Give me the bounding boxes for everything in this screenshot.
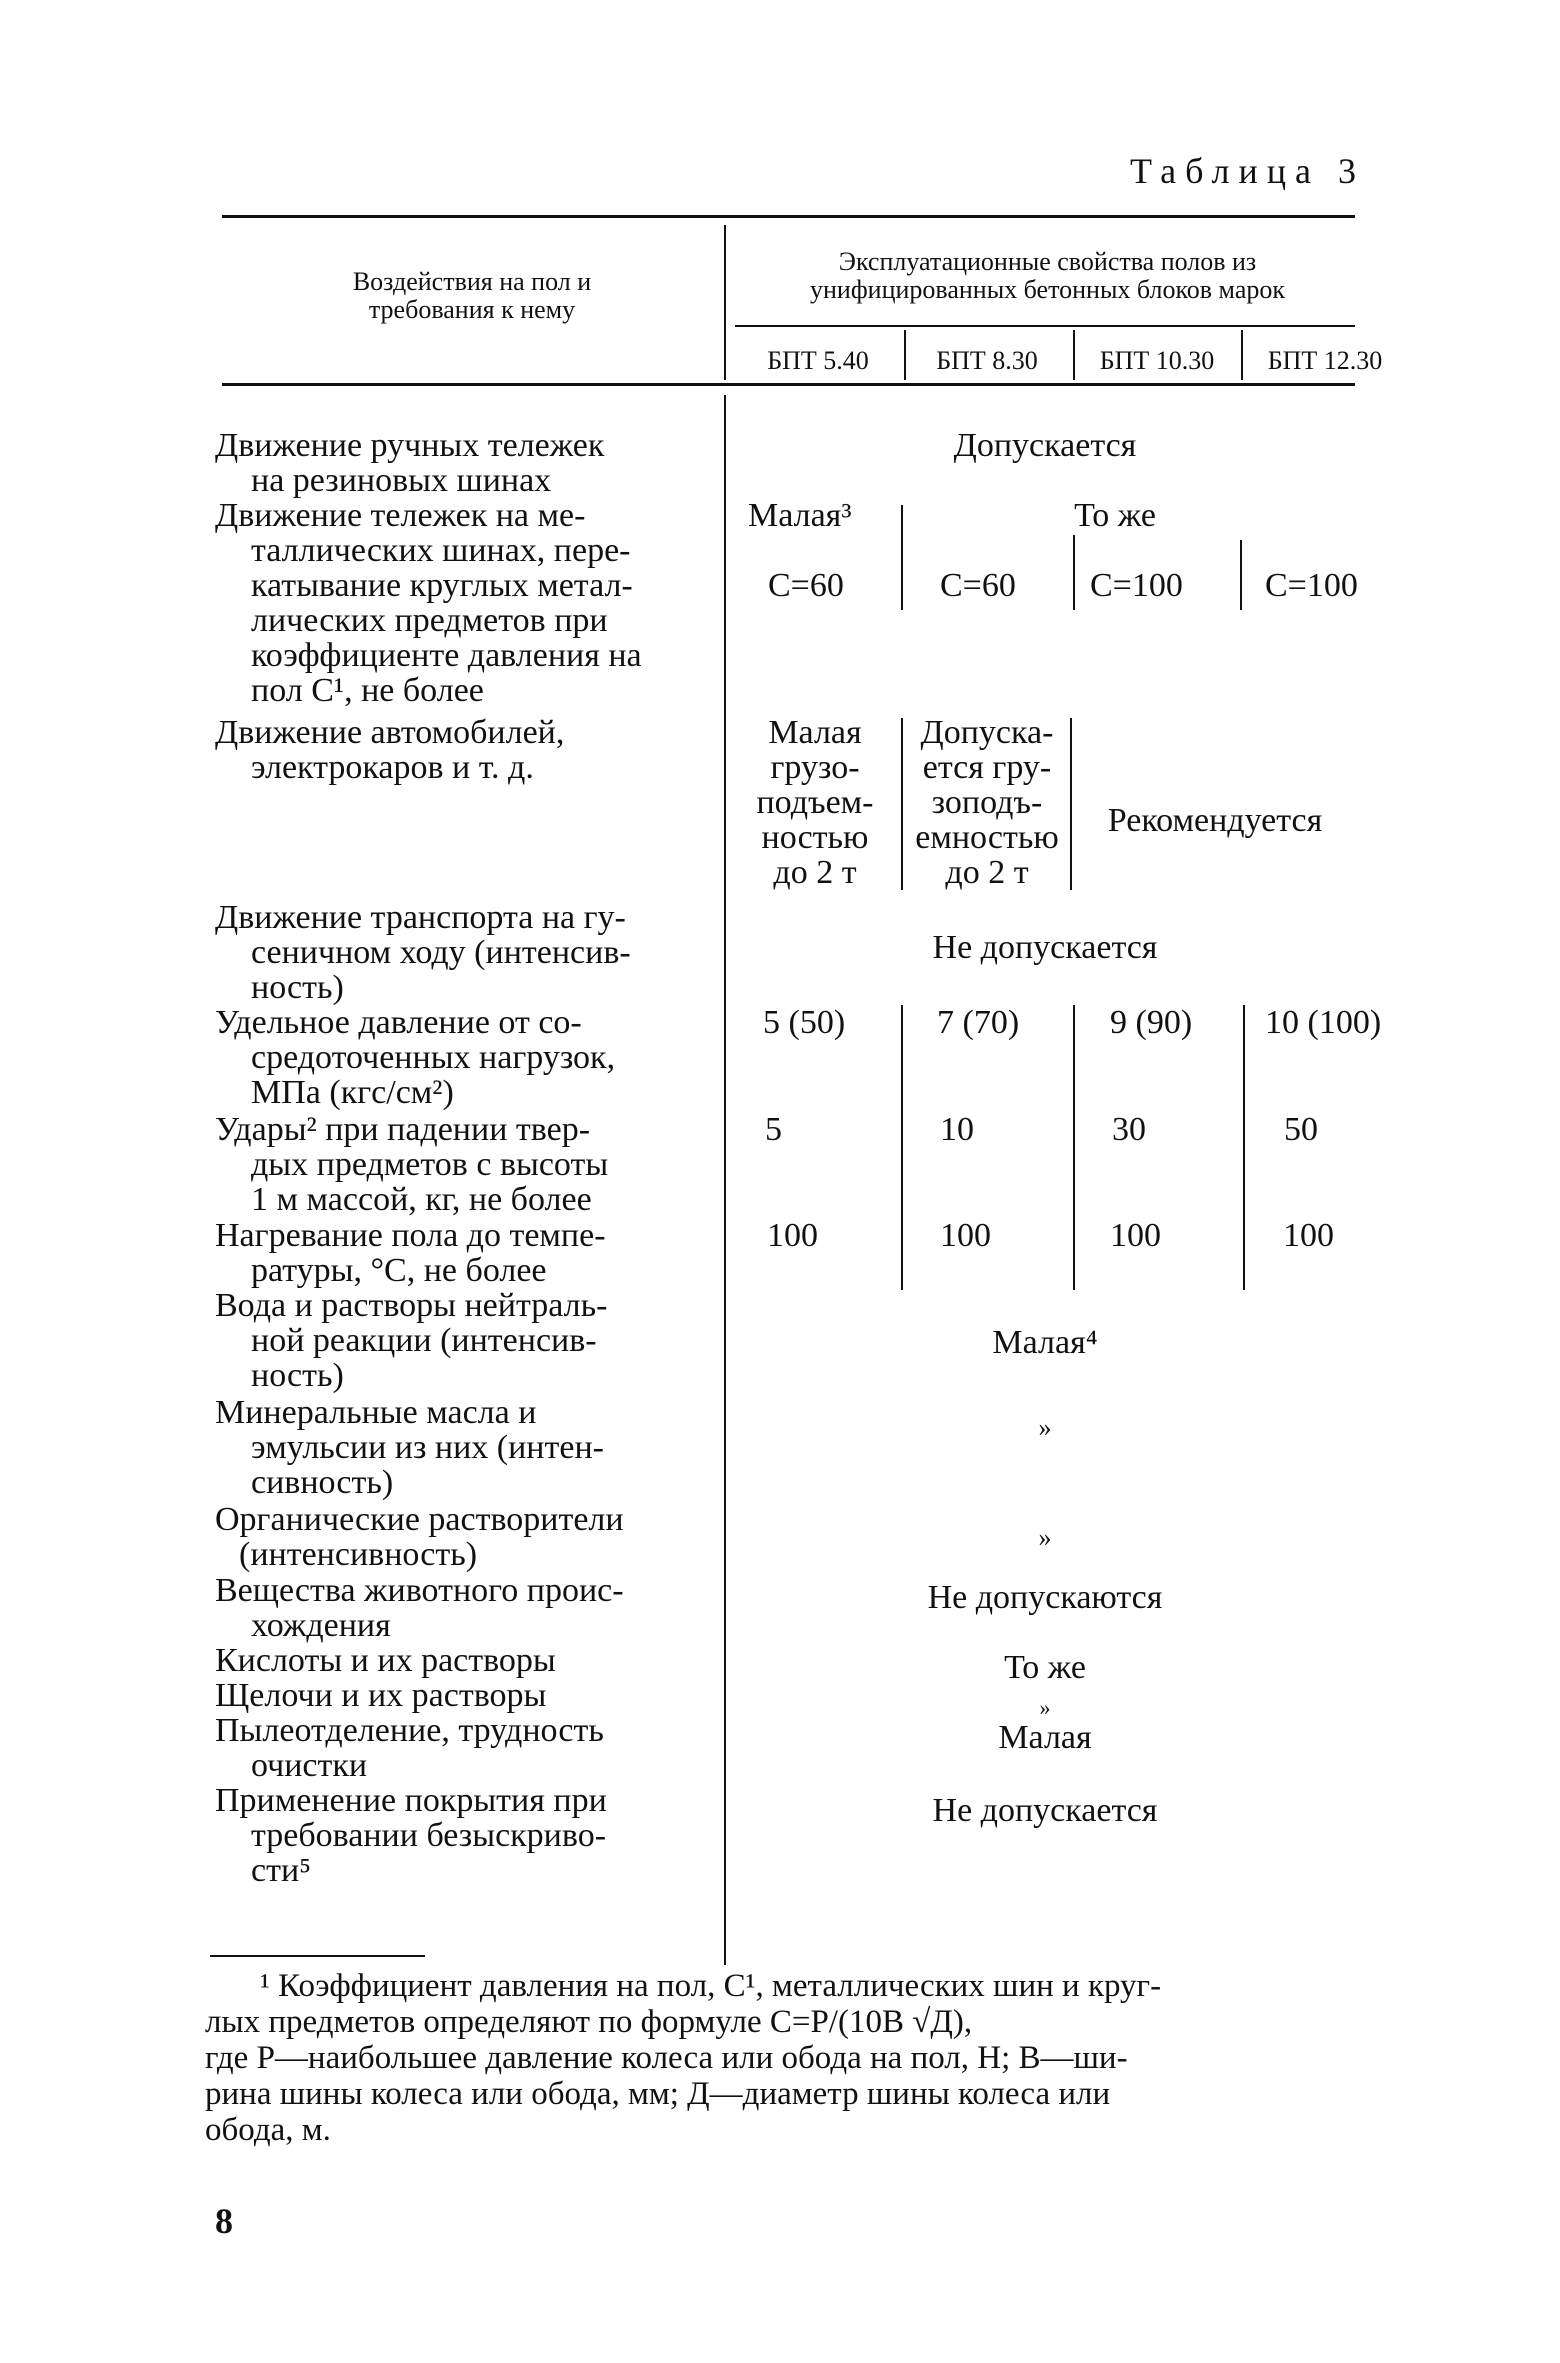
row-line: Нагревание пола до темпе- [215, 1217, 606, 1254]
cell-separator [1240, 540, 1242, 610]
cell-line: ется гру- [922, 749, 1052, 786]
cell: C=100 [1265, 567, 1358, 604]
cell: То же [1074, 497, 1156, 534]
cell-line: ностью [761, 819, 869, 856]
header-right-line: Эксплуатационные свойства полов из [838, 247, 1257, 276]
cell-line: подъем- [756, 784, 874, 821]
header-left-column [222, 268, 722, 324]
cell-line: емностью [915, 819, 1059, 856]
cell: 100 [1283, 1217, 1334, 1254]
row-line: сивность) [251, 1464, 394, 1501]
row-label-1 [215, 498, 642, 708]
header-bottom-rule [222, 383, 1355, 386]
cell: 9 (90) [1110, 1004, 1193, 1041]
header-left-line: требования к нему [368, 295, 576, 324]
row-label-6 [215, 1218, 606, 1288]
header-right-line: унифицированных бетонных блоков марок [809, 275, 1286, 304]
cell-merged: То же [1004, 1649, 1086, 1686]
row-label-2 [215, 715, 564, 785]
row-line: на резиновых шинах [251, 462, 552, 499]
grade-separator [904, 330, 906, 380]
cell-separator [1073, 535, 1075, 610]
grade-top-rule [735, 325, 1355, 327]
row-label-9 [215, 1502, 624, 1572]
row-line: эмульсии из них (интен- [251, 1429, 604, 1466]
cell-merged: Малая [998, 1719, 1092, 1756]
cell-merged: Рекомендуется [1107, 802, 1323, 839]
row-line: очистки [251, 1747, 368, 1784]
cell: C=60 [940, 567, 1016, 604]
row-line: коэффициенте давления на [251, 637, 642, 674]
table-caption: Таблица 3 [1130, 151, 1365, 191]
cell-separator [901, 718, 903, 890]
grade-label: БПТ 5.40 [767, 346, 869, 375]
header-right-column [735, 248, 1360, 304]
row-line: Удары² при падении твер- [215, 1111, 591, 1148]
row-line: Кислоты и их растворы [215, 1642, 556, 1679]
row-label-14 [215, 1783, 607, 1888]
row-line: Вода и растворы нейтраль- [215, 1287, 608, 1324]
row-line: Вещества животного проис- [215, 1572, 624, 1609]
row-label-5 [215, 1112, 608, 1217]
row-line: Движение автомобилей, [215, 714, 565, 751]
footnote-rule [210, 1955, 425, 1957]
row-line: катывание круглых метал- [251, 567, 633, 604]
cell-merged: » [1038, 1413, 1052, 1442]
cell-line: до 2 т [773, 854, 857, 891]
row-line: Органические растворители [215, 1501, 624, 1538]
row-label-3 [215, 900, 631, 1005]
body-col-separator [724, 395, 726, 1965]
row-line: требовании безыскриво- [251, 1817, 607, 1854]
grade-label: БПТ 10.30 [1099, 346, 1215, 375]
row-line: ность) [251, 969, 344, 1006]
cell-separator [1243, 1005, 1245, 1290]
footnote-line: где P—наибольшее давление колеса или обода на пол, Н; B—ши- [205, 2040, 1128, 2076]
footnote-line: ¹ Коэффициент давления на пол, C¹, металлических шин и круг- [260, 1968, 1162, 2004]
row-label-8 [215, 1395, 604, 1500]
row-line: пол C¹, не более [251, 672, 484, 709]
row-line: Пылеотделение, трудность [215, 1712, 604, 1749]
row-line: хождения [251, 1607, 391, 1644]
page-number: 8 [215, 2201, 233, 2241]
cell-merged: » [1039, 1695, 1051, 1720]
cell: 100 [767, 1217, 818, 1254]
row-line: 1 м массой, кг, не более [251, 1181, 592, 1218]
footnote-line: рина шины колеса или обода, мм; Д—диаметр шины колеса или [205, 2076, 1111, 2112]
cell: 50 [1284, 1111, 1318, 1148]
header-left-line: Воздействия на пол и [352, 267, 592, 296]
cell-separator [901, 1005, 903, 1290]
row-line: Применение покрытия при [215, 1782, 607, 1819]
cell [902, 715, 1072, 890]
cell: 5 (50) [763, 1004, 846, 1041]
row-line: ность) [251, 1357, 344, 1394]
row-line: сти⁵ [251, 1852, 311, 1889]
cell-merged: Не допускается [932, 929, 1158, 966]
row-line: Минеральные масла и [215, 1394, 537, 1431]
cell: 30 [1112, 1111, 1146, 1148]
row-line: ной реакции (интенсив- [251, 1322, 597, 1359]
row-label-13 [215, 1713, 604, 1783]
cell: 10 [940, 1111, 974, 1148]
cell: 100 [1110, 1217, 1161, 1254]
cell-line: до 2 т [945, 854, 1029, 891]
footnote-line: лых предметов определяют по формуле C=P/(10B √Д), [205, 2004, 973, 2040]
cell-line: Допуска- [920, 714, 1054, 751]
row-label-4 [215, 1005, 615, 1110]
cell: 100 [940, 1217, 991, 1254]
cell: C=60 [768, 567, 844, 604]
cell-merged: Малая⁴ [992, 1324, 1098, 1361]
row-line: МПа (кгс/см²) [251, 1074, 454, 1111]
row-line: (интенсивность) [239, 1536, 478, 1573]
cell-line: зоподъ- [931, 784, 1043, 821]
row-line: Удельное давление от со- [215, 1004, 582, 1041]
row-label-0 [215, 428, 604, 498]
cell-line: Малая [768, 714, 862, 751]
row-line: Движение ручных тележек [215, 427, 605, 464]
row-line: дых предметов с высоты [251, 1146, 609, 1183]
row-line: средоточенных нагрузок, [251, 1039, 616, 1076]
header-col-separator [724, 225, 726, 380]
row-line: Движение транспорта на гу- [215, 899, 626, 936]
cell-merged: Не допускаются [927, 1579, 1163, 1616]
row-label-7 [215, 1288, 607, 1393]
row-line: Щелочи и их растворы [215, 1677, 547, 1714]
header-top-rule [222, 215, 1355, 218]
row-line: электрокаров и т. д. [251, 749, 534, 786]
cell-merged: Допускается [953, 427, 1137, 464]
row-line: сеничном ходу (интенсив- [251, 934, 631, 971]
cell-separator [1070, 718, 1072, 890]
cell-merged: » [1038, 1523, 1052, 1552]
row-line: таллических шинах, пере- [251, 532, 631, 569]
cell: Малая³ [748, 497, 852, 534]
cell: C=100 [1090, 567, 1183, 604]
footnote-line: обода, м. [205, 2112, 331, 2148]
grade-label: БПТ 12.30 [1267, 346, 1383, 375]
cell: 7 (70) [937, 1004, 1020, 1041]
cell-separator [1073, 1005, 1075, 1290]
row-line: Движение тележек на ме- [215, 497, 586, 534]
grade-separator [1241, 330, 1243, 380]
row-label-12 [215, 1678, 546, 1713]
footnote [205, 1968, 1405, 2148]
cell [735, 715, 895, 890]
grade-separator [1073, 330, 1075, 380]
cell-separator [901, 505, 903, 610]
row-line: лических предметов при [251, 602, 608, 639]
row-label-11 [215, 1643, 556, 1678]
cell-line: грузо- [770, 749, 860, 786]
cell: 5 [765, 1111, 782, 1148]
row-label-10 [215, 1573, 624, 1643]
row-line: ратуры, °С, не более [251, 1252, 547, 1289]
cell: 10 (100) [1265, 1004, 1382, 1041]
cell-merged: Не допускается [932, 1792, 1158, 1829]
grade-label: БПТ 8.30 [936, 346, 1038, 375]
